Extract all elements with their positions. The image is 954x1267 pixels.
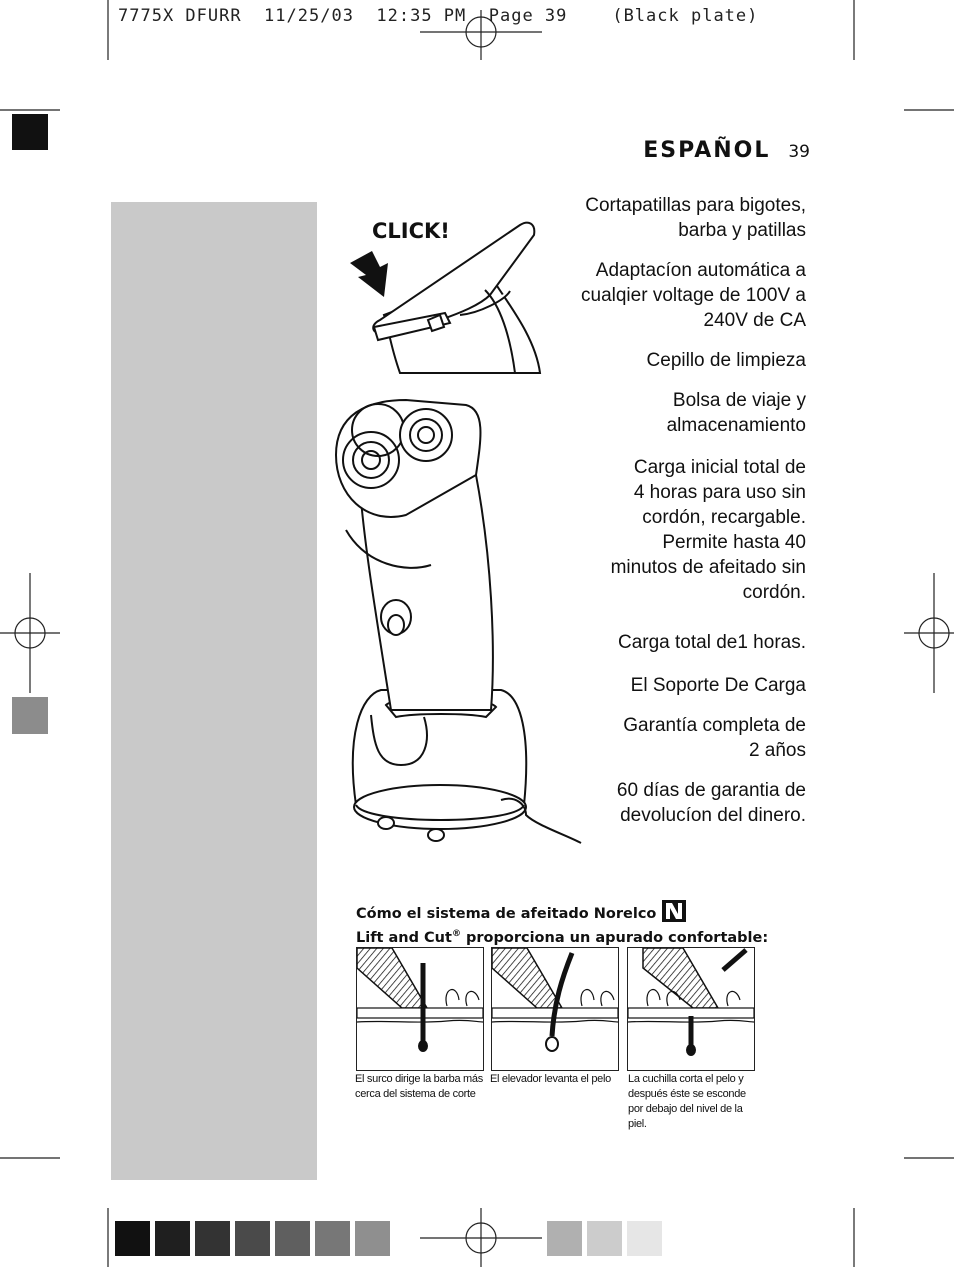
feature-item: Carga inicial total de 4 horas para uso sin cordón, recargable. Permite hasta 40 minutos de afeitado sin cordón. — [610, 457, 806, 603]
registered-mark: ® — [451, 929, 461, 939]
color-swatch — [115, 1221, 150, 1256]
panel-caption-1: El surco dirige la barba más cerca del sistema de corte — [355, 1073, 483, 1100]
norelco-logo-icon — [662, 900, 686, 922]
feature-item: Cortapatillas para bigotes, barba y patillas — [585, 195, 806, 241]
features-list — [540, 193, 806, 828]
color-swatch — [235, 1221, 270, 1256]
page-number: 39 — [788, 142, 810, 162]
panel-caption-2: El elevador levanta el pelo — [490, 1073, 611, 1085]
color-swatch — [587, 1221, 622, 1256]
diagram-panel-1 — [356, 947, 484, 1071]
color-swatch — [355, 1221, 390, 1256]
color-swatch — [627, 1221, 662, 1256]
feature-item: El Soporte De Carga — [630, 675, 806, 696]
heading-line-2-a: Lift and Cut — [356, 929, 452, 946]
groove-diagram — [357, 948, 483, 1070]
registration-target-left — [0, 573, 60, 693]
gray-side-panel — [111, 202, 317, 1180]
registration-target-bottom — [420, 1208, 542, 1267]
cutter-diagram — [628, 948, 754, 1070]
arrow-icon — [350, 251, 388, 297]
registration-square-gray — [12, 697, 48, 734]
heading-line-2-b: proporciona un apurado confortable: — [460, 929, 769, 946]
trimmer-click-illustration — [340, 205, 545, 375]
panel-caption-3: La cuchilla corta el pelo y después éste se esconde por debajo del nivel de la piel. — [628, 1073, 746, 1130]
registration-target-right — [904, 573, 954, 693]
registration-square-black — [12, 114, 48, 150]
feature-item: Carga total de1 horas. — [617, 632, 806, 653]
lifter-diagram — [492, 948, 618, 1070]
language-heading: ESPAÑOL — [643, 138, 771, 163]
heading-line-1: Cómo el sistema de afeitado Norelco — [356, 906, 657, 922]
color-swatch — [547, 1221, 582, 1256]
printer-slug: 7775X DFURR 11/25/03 12:35 PM Page 39 (Black plate) — [118, 6, 759, 26]
page-header — [560, 138, 810, 163]
registration-target-top — [420, 10, 542, 60]
diagram-panel-2 — [491, 947, 619, 1071]
diagram-panel-3 — [627, 947, 755, 1071]
feature-item: Bolsa de viaje y almacenamiento — [666, 390, 806, 436]
color-swatch — [275, 1221, 310, 1256]
click-label: CLICK! — [372, 219, 450, 243]
feature-item: Adaptacíon automática a cualqier voltage de 100V a 240V de CA — [581, 260, 806, 331]
feature-item: Garantía completa de 2 años — [623, 715, 806, 761]
color-swatch — [155, 1221, 190, 1256]
feature-item: Cepillo de limpieza — [646, 350, 806, 371]
color-swatch — [195, 1221, 230, 1256]
color-swatch — [315, 1221, 350, 1256]
feature-item: 60 días de garantia de devolucíon del dinero. — [616, 780, 806, 826]
lift-and-cut-heading — [356, 900, 796, 948]
